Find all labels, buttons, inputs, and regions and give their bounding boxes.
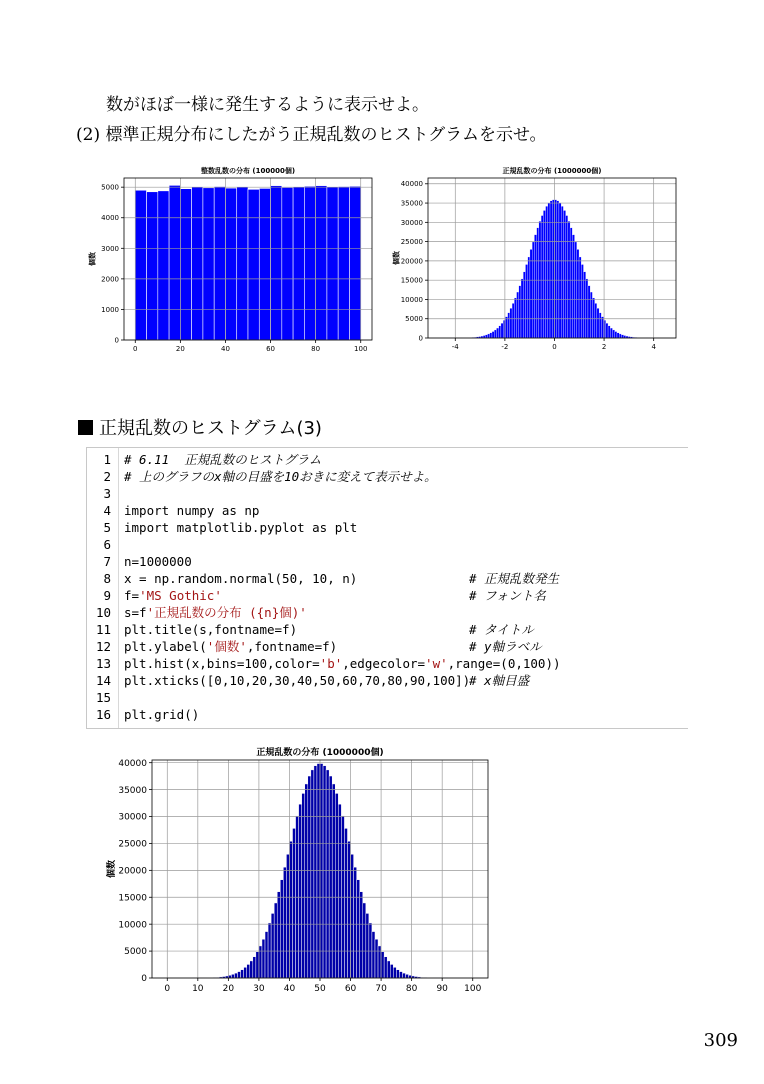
histogram-bar xyxy=(237,187,248,340)
code-line xyxy=(87,485,688,502)
line-number: 11 xyxy=(95,622,111,637)
histogram-bar xyxy=(530,249,532,338)
histogram-bar xyxy=(572,235,574,338)
histogram-bar xyxy=(282,187,293,340)
histogram-bar xyxy=(583,272,585,338)
y-tick-label: 1000 xyxy=(101,305,119,314)
histogram-bar xyxy=(599,313,601,338)
x-tick-label: 0 xyxy=(164,984,171,994)
chart-title: 正規乱数の分布 (1000000個) xyxy=(256,748,384,758)
code-line xyxy=(87,638,688,655)
histogram-bar xyxy=(402,973,405,978)
histogram-bar xyxy=(332,784,335,978)
histogram-bar xyxy=(335,793,338,978)
histogram-bar xyxy=(262,939,265,978)
histogram-bar xyxy=(561,206,563,338)
code-comment: # 正規乱数発生 xyxy=(469,571,560,586)
x-tick-label: 40 xyxy=(220,345,230,353)
histogram-bar xyxy=(399,972,402,978)
line-number: 8 xyxy=(103,571,111,586)
y-tick-label: 40000 xyxy=(400,180,423,189)
histogram-bar xyxy=(619,334,621,338)
y-tick-label: 0 xyxy=(141,974,147,985)
histogram-bar xyxy=(192,187,203,340)
histogram-bar xyxy=(409,975,412,978)
string-literal: 'w' xyxy=(425,656,448,671)
histogram-bar xyxy=(550,201,552,338)
histogram-bar xyxy=(505,317,507,338)
code-line xyxy=(87,519,688,536)
x-tick-label: 20 xyxy=(222,984,235,994)
code-line xyxy=(87,672,688,689)
x-tick-label: 40 xyxy=(283,984,296,994)
x-tick-label: 2 xyxy=(601,343,607,351)
histogram-bar xyxy=(329,776,332,978)
y-tick-label: 35000 xyxy=(400,199,423,208)
problem-text-line-1: 数がほぼ一様に発生するように表示せよ。 xyxy=(106,95,429,115)
code-line xyxy=(87,587,688,604)
histogram-bar xyxy=(396,970,399,978)
histogram-bar xyxy=(268,923,271,978)
histogram-bar xyxy=(566,216,568,338)
histogram-bar xyxy=(302,793,305,978)
code-text: # 6.11 正規乱数のヒストグラム xyxy=(124,452,322,467)
x-tick-label: 20 xyxy=(175,345,185,353)
histogram-bar xyxy=(241,970,244,978)
histogram-bar xyxy=(231,974,234,978)
histogram-bar xyxy=(225,188,236,340)
y-axis-label: 個数 xyxy=(392,251,401,265)
histogram-bar xyxy=(147,192,158,340)
histogram-bar xyxy=(253,957,256,978)
x-tick-label: 100 xyxy=(354,345,368,353)
square-bullet-icon xyxy=(78,420,93,435)
histogram-bar xyxy=(259,188,270,340)
histogram-bar xyxy=(250,961,253,978)
histogram-bar xyxy=(488,334,490,338)
histogram-bar xyxy=(228,975,231,978)
histogram-bar xyxy=(608,326,610,338)
code-line xyxy=(87,536,688,553)
y-tick-label: 25000 xyxy=(400,238,423,247)
line-number: 6 xyxy=(103,537,111,552)
histogram-bar xyxy=(613,330,615,338)
histogram-bar xyxy=(351,854,354,978)
histogram-bar xyxy=(234,973,237,978)
histogram-bar xyxy=(510,308,512,338)
histogram-bar xyxy=(314,766,317,978)
x-tick-label: 50 xyxy=(314,984,326,994)
problem-text-line-2: (2) 標準正規分布にしたがう正規乱数のヒストグラムを示せ。 xyxy=(76,125,547,145)
histogram-bar xyxy=(621,335,623,338)
histogram-bar xyxy=(615,332,617,338)
code-text: import numpy as np xyxy=(124,503,260,518)
string-literal: 'b' xyxy=(319,656,343,671)
histogram-bar xyxy=(259,946,262,978)
x-tick-label: 4 xyxy=(651,343,656,351)
x-tick-label: 60 xyxy=(344,984,357,994)
histogram-bar xyxy=(271,913,274,978)
code-text: plt.grid() xyxy=(124,707,200,722)
y-tick-label: 2000 xyxy=(101,275,119,284)
code-listing xyxy=(86,447,688,729)
histogram-bar xyxy=(532,242,534,338)
line-number: 16 xyxy=(95,707,111,722)
histogram-bar xyxy=(537,228,539,338)
code-comment: # フォント名 xyxy=(469,588,546,603)
histogram-bar xyxy=(326,770,329,978)
histogram-bar xyxy=(559,203,561,338)
histogram-bar xyxy=(557,201,559,338)
histogram-bar xyxy=(158,191,169,340)
y-axis-label: 個数 xyxy=(107,859,118,879)
code-line xyxy=(87,502,688,519)
code-text: plt.ylabel('個数',fontname=f) xyxy=(124,639,338,654)
histogram-bar xyxy=(523,272,525,338)
histogram-bar xyxy=(344,828,347,978)
histogram-bar xyxy=(579,257,581,338)
histogram-bar xyxy=(305,784,308,978)
histogram-bar xyxy=(406,974,409,978)
histogram-bar xyxy=(327,187,338,340)
histogram-bar xyxy=(393,967,396,978)
histogram-bar xyxy=(271,186,282,340)
normal-histogram-chart-small xyxy=(386,158,686,358)
histogram-bar xyxy=(378,946,381,978)
histogram-bar xyxy=(570,228,572,338)
histogram-bar xyxy=(568,221,570,338)
histogram-bar xyxy=(496,328,498,338)
histogram-bar xyxy=(592,298,594,338)
code-text: plt.hist(x,bins=100,color='b',edgecolor='w',range=(0,100)) xyxy=(124,656,561,671)
histogram-bar xyxy=(597,308,599,338)
code-text: plt.title(s,fontname=f) xyxy=(124,622,298,637)
code-line xyxy=(87,451,688,468)
x-tick-label: 80 xyxy=(405,984,418,994)
code-text: n=1000000 xyxy=(124,554,192,569)
code-line xyxy=(87,570,688,587)
y-tick-label: 5000 xyxy=(101,183,119,192)
histogram-bar xyxy=(617,333,619,338)
x-tick-label: 0 xyxy=(133,345,138,353)
histogram-bar xyxy=(293,187,304,340)
normal-histogram-chart-main xyxy=(86,738,506,1000)
histogram-bar xyxy=(499,326,501,338)
histogram-bar xyxy=(180,189,191,340)
code-comment: # y軸ラベル xyxy=(469,639,542,654)
histogram-bar xyxy=(519,286,521,338)
y-tick-label: 5000 xyxy=(405,315,423,324)
histogram-bar xyxy=(280,880,283,978)
x-tick-label: -4 xyxy=(451,343,459,351)
histogram-bar xyxy=(528,257,530,338)
histogram-bar xyxy=(548,203,550,338)
x-tick-label: -2 xyxy=(501,343,509,351)
string-literal: '個数' xyxy=(206,639,247,654)
y-tick-label: 40000 xyxy=(118,758,147,769)
code-text: s=f'正規乱数の分布 ({n}個)' xyxy=(124,605,307,620)
histogram-bar xyxy=(390,964,393,978)
code-text: import matplotlib.pyplot as plt xyxy=(124,520,358,535)
line-number: 15 xyxy=(95,690,111,705)
line-number: 5 xyxy=(103,520,111,535)
code-line xyxy=(87,655,688,672)
histogram-bar xyxy=(248,189,259,340)
histogram-bar xyxy=(135,190,146,340)
page-number: 309 xyxy=(703,1030,738,1051)
histogram-bar xyxy=(369,923,372,978)
histogram-bar xyxy=(293,828,296,978)
histogram-bar xyxy=(375,939,378,978)
histogram-bar xyxy=(238,972,241,978)
histogram-bar xyxy=(308,776,311,978)
line-number: 10 xyxy=(95,605,111,620)
code-line xyxy=(87,468,688,485)
histogram-bar xyxy=(349,186,360,340)
y-tick-label: 0 xyxy=(114,336,119,345)
histogram-bar xyxy=(354,867,357,978)
histogram-bar xyxy=(601,317,603,338)
y-tick-label: 10000 xyxy=(118,920,147,931)
uniform-histogram-chart xyxy=(86,160,376,360)
section-heading xyxy=(78,414,322,440)
histogram-bar xyxy=(338,804,341,978)
histogram-bar xyxy=(256,952,259,978)
histogram-bar xyxy=(384,957,387,978)
line-number: 12 xyxy=(95,639,111,654)
histogram-bar xyxy=(169,185,180,340)
histogram-bar xyxy=(304,186,315,340)
chart-title: 整数乱数の分布 (100000個) xyxy=(200,167,296,175)
histogram-bar xyxy=(512,303,514,338)
code-line xyxy=(87,706,688,723)
y-tick-label: 15000 xyxy=(400,276,423,285)
histogram-bar xyxy=(274,903,277,978)
histogram-bar xyxy=(311,770,314,978)
histogram-bar xyxy=(508,313,510,338)
y-tick-label: 20000 xyxy=(400,257,423,266)
histogram-bar xyxy=(541,216,543,338)
histogram-bar xyxy=(247,964,250,978)
x-tick-label: 30 xyxy=(253,984,265,994)
histogram-bar xyxy=(586,279,588,338)
histogram-bar xyxy=(485,335,487,338)
histogram-bar xyxy=(492,332,494,338)
line-number: 7 xyxy=(103,554,111,569)
histogram-bar xyxy=(320,764,323,978)
histogram-bar xyxy=(539,221,541,338)
code-text: x = np.random.normal(50, 10, n) xyxy=(124,571,358,586)
histogram-bar xyxy=(517,292,519,338)
string-literal: 'MS Gothic' xyxy=(139,588,222,603)
y-tick-label: 0 xyxy=(418,334,423,343)
code-line xyxy=(87,553,688,570)
line-number: 9 xyxy=(103,588,111,603)
x-tick-label: 10 xyxy=(192,984,204,994)
histogram-bar xyxy=(546,206,548,338)
histogram-bar xyxy=(214,187,225,340)
histogram-bar xyxy=(514,298,516,338)
histogram-bar xyxy=(575,242,577,338)
histogram-bar xyxy=(366,913,369,978)
x-tick-label: 80 xyxy=(311,345,321,353)
histogram-bar xyxy=(338,187,349,340)
code-text: # 上のグラフのx軸の目盛を10おきに変えて表示せよ。 xyxy=(124,469,437,484)
histogram-bar xyxy=(381,952,384,978)
chart-title: 正規乱数の分布 (1000000個) xyxy=(502,167,602,175)
histogram-bar xyxy=(277,892,280,978)
histogram-bar xyxy=(525,264,527,338)
histogram-bar xyxy=(534,235,536,338)
y-axis-label: 個数 xyxy=(88,252,97,266)
histogram-bar xyxy=(387,961,390,978)
histogram-bar xyxy=(265,932,268,978)
code-text: plt.xticks([0,10,20,30,40,50,60,70,80,90,100]) xyxy=(124,673,471,688)
x-tick-label: 0 xyxy=(552,343,557,351)
histogram-bar xyxy=(577,249,579,338)
histogram-bar xyxy=(244,967,247,978)
code-text: f='MS Gothic' xyxy=(124,588,222,603)
y-tick-label: 10000 xyxy=(400,295,423,304)
histogram-bar xyxy=(494,330,496,338)
histogram-bar xyxy=(317,764,320,978)
histogram-bar xyxy=(588,286,590,338)
code-comment: # タイトル xyxy=(469,622,534,637)
histogram-bar xyxy=(581,264,583,338)
histogram-bar xyxy=(521,279,523,338)
histogram-bar xyxy=(595,303,597,338)
code-line xyxy=(87,604,688,621)
y-tick-label: 20000 xyxy=(118,866,147,877)
histogram-bar xyxy=(289,841,292,978)
y-tick-label: 35000 xyxy=(118,785,147,796)
y-tick-label: 5000 xyxy=(124,947,147,958)
histogram-bar xyxy=(357,880,360,978)
histogram-bar xyxy=(286,854,289,978)
y-tick-label: 25000 xyxy=(118,839,147,850)
histogram-bar xyxy=(360,892,363,978)
histogram-bar xyxy=(363,903,366,978)
y-tick-label: 30000 xyxy=(400,218,423,227)
line-number: 13 xyxy=(95,656,111,671)
line-number: 1 xyxy=(103,452,111,467)
histogram-bar xyxy=(316,186,327,340)
histogram-bar xyxy=(347,841,350,978)
y-tick-label: 4000 xyxy=(101,214,119,223)
histogram-bar xyxy=(490,333,492,338)
y-tick-label: 15000 xyxy=(118,893,147,904)
section-heading-text: 正規乱数のヒストグラム(3) xyxy=(99,418,322,439)
histogram-bar xyxy=(323,766,326,978)
code-line xyxy=(87,689,688,706)
x-tick-label: 100 xyxy=(464,984,482,994)
string-literal: '正規乱数の分布 ({n}個)' xyxy=(146,605,307,620)
histogram-bar xyxy=(590,292,592,338)
x-tick-label: 90 xyxy=(436,984,448,994)
histogram-bar xyxy=(610,328,612,338)
code-line xyxy=(87,621,688,638)
histogram-bar xyxy=(372,932,375,978)
line-number: 3 xyxy=(103,486,111,501)
line-number: 2 xyxy=(103,469,111,484)
histogram-bar xyxy=(299,804,302,978)
line-number: 14 xyxy=(95,673,111,688)
y-tick-label: 30000 xyxy=(118,812,147,823)
histogram-bar xyxy=(606,323,608,338)
code-comment: # x軸目盛 xyxy=(469,673,530,688)
x-tick-label: 60 xyxy=(266,345,276,353)
y-tick-label: 3000 xyxy=(101,244,119,253)
line-number: 4 xyxy=(103,503,111,518)
histogram-bar xyxy=(283,867,286,978)
histogram-bar xyxy=(501,323,503,338)
histogram-bar xyxy=(203,188,214,340)
x-tick-label: 70 xyxy=(375,984,387,994)
